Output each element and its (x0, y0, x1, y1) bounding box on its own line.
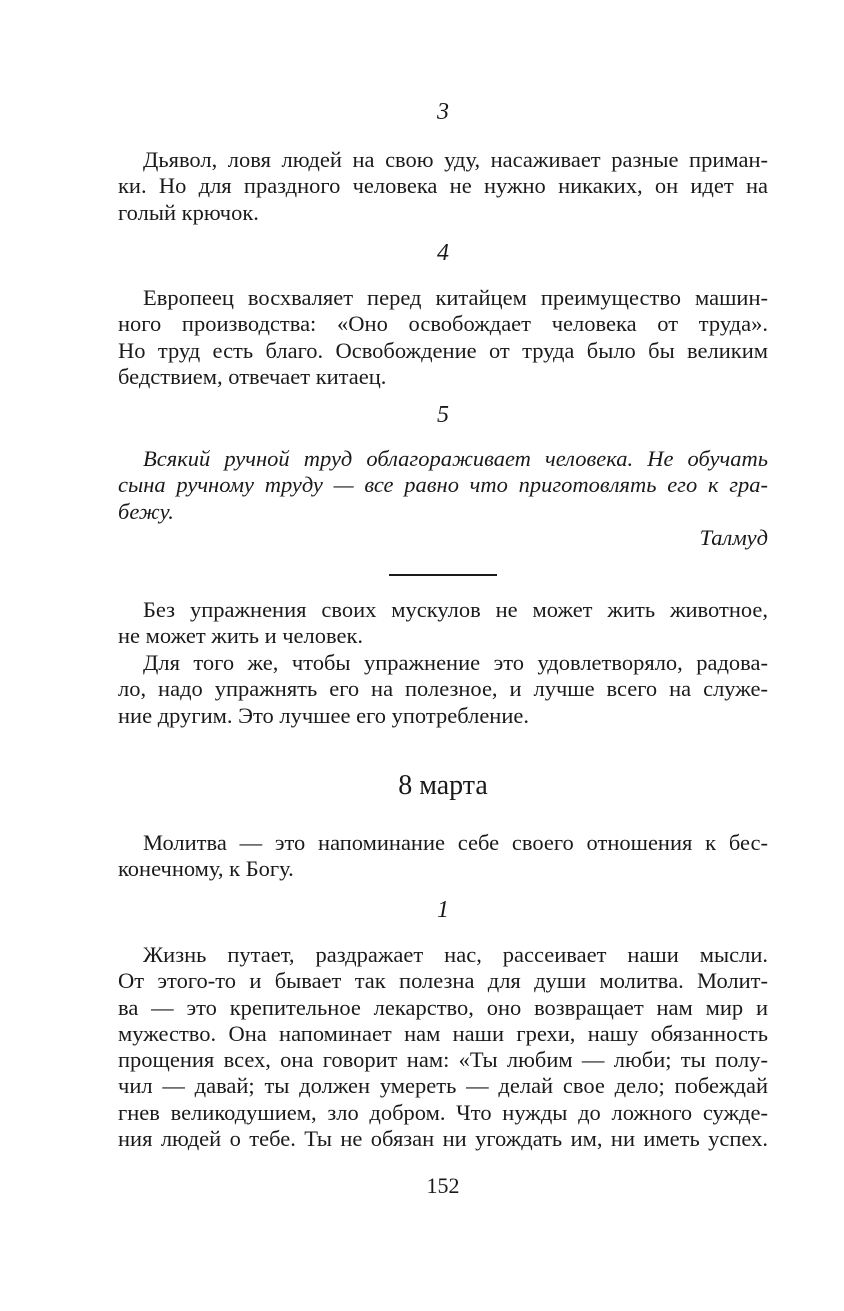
page-number: 152 (426, 1173, 460, 1198)
paragraph-line: ки. Но для праздного человека не нужно никаких, он идет на (118, 173, 768, 199)
paragraph-line: ва — это крепительное лекарство, оно возвращает нам мир и (118, 994, 768, 1020)
paragraph-line: гнев великодушием, зло добром. Что нужды до ложного сужде- (118, 1099, 768, 1125)
quote-line: бежу. (118, 498, 174, 524)
paragraph-line: Дьявол, ловя людей на свою уду, насаживает разные приман- (143, 147, 768, 172)
section-1-paragraph (118, 942, 768, 1152)
paragraph-line: ния людей о тебе. Ты не обязан ни угождать им, ни иметь успех. (118, 1126, 768, 1152)
paragraph-line: От этого-то и бывает так полезна для души молитва. Молит- (118, 968, 768, 994)
paragraph-line: голый крючок. (118, 199, 259, 225)
section-5-quote (118, 446, 768, 525)
paragraph-line: конечному, к Богу. (118, 856, 294, 882)
day-intro-paragraph (118, 830, 768, 883)
day-heading: 8 марта (398, 770, 488, 801)
paragraph-line: не может жить и человек. (118, 623, 364, 649)
paragraph-line: Европеец восхваляет перед китайцем преимущество машин- (143, 285, 768, 310)
afterword-paragraph-1 (118, 597, 768, 650)
section-4-paragraph (118, 285, 768, 390)
paragraph-line: ние другим. Это лучшее его употребление. (118, 702, 529, 728)
quote-line: Всякий ручной труд облагораживает человека. Не обучать (143, 446, 768, 471)
quote-source: Талмуд (699, 525, 768, 550)
quote-line: сына ручному труду — все равно что приготовлять его к гра- (118, 472, 768, 498)
section-number-1: 1 (437, 897, 449, 923)
paragraph-line: бедствием, отвечает китаец. (118, 363, 387, 389)
paragraph-line: прощения всех, она говорит нам: «Ты любим — люби; ты полу- (118, 1047, 768, 1073)
afterword-paragraph-2 (118, 650, 768, 729)
section-number-5: 5 (437, 402, 449, 428)
section-divider (389, 574, 497, 576)
paragraph-line: ного производства: «Оно освобождает человека от труда». (118, 311, 768, 337)
paragraph-line: Но труд есть благо. Освобождение от труда было бы великим (118, 337, 768, 363)
section-3-paragraph (118, 147, 768, 226)
paragraph-line: Без упражнения своих мускулов не может жить животное, (143, 597, 768, 622)
book-page (118, 0, 768, 1311)
paragraph-line: чил — давай; ты должен умереть — делай свое дело; побеждай (118, 1073, 768, 1099)
paragraph-line: ло, надо упражнять его на полезное, и лучше всего на служе- (118, 676, 768, 702)
paragraph-line: мужество. Она напоминает нам наши грехи, нашу обязанность (118, 1020, 768, 1046)
section-number-3: 3 (437, 99, 449, 125)
section-number-4: 4 (437, 240, 449, 266)
paragraph-line: Для того же, чтобы упражнение это удовлетворяло, радова- (143, 650, 768, 675)
paragraph-line: Молитва — это напоминание себе своего отношения к бес- (143, 830, 768, 855)
paragraph-line: Жизнь путает, раздражает нас, рассеивает наши мысли. (143, 942, 768, 967)
